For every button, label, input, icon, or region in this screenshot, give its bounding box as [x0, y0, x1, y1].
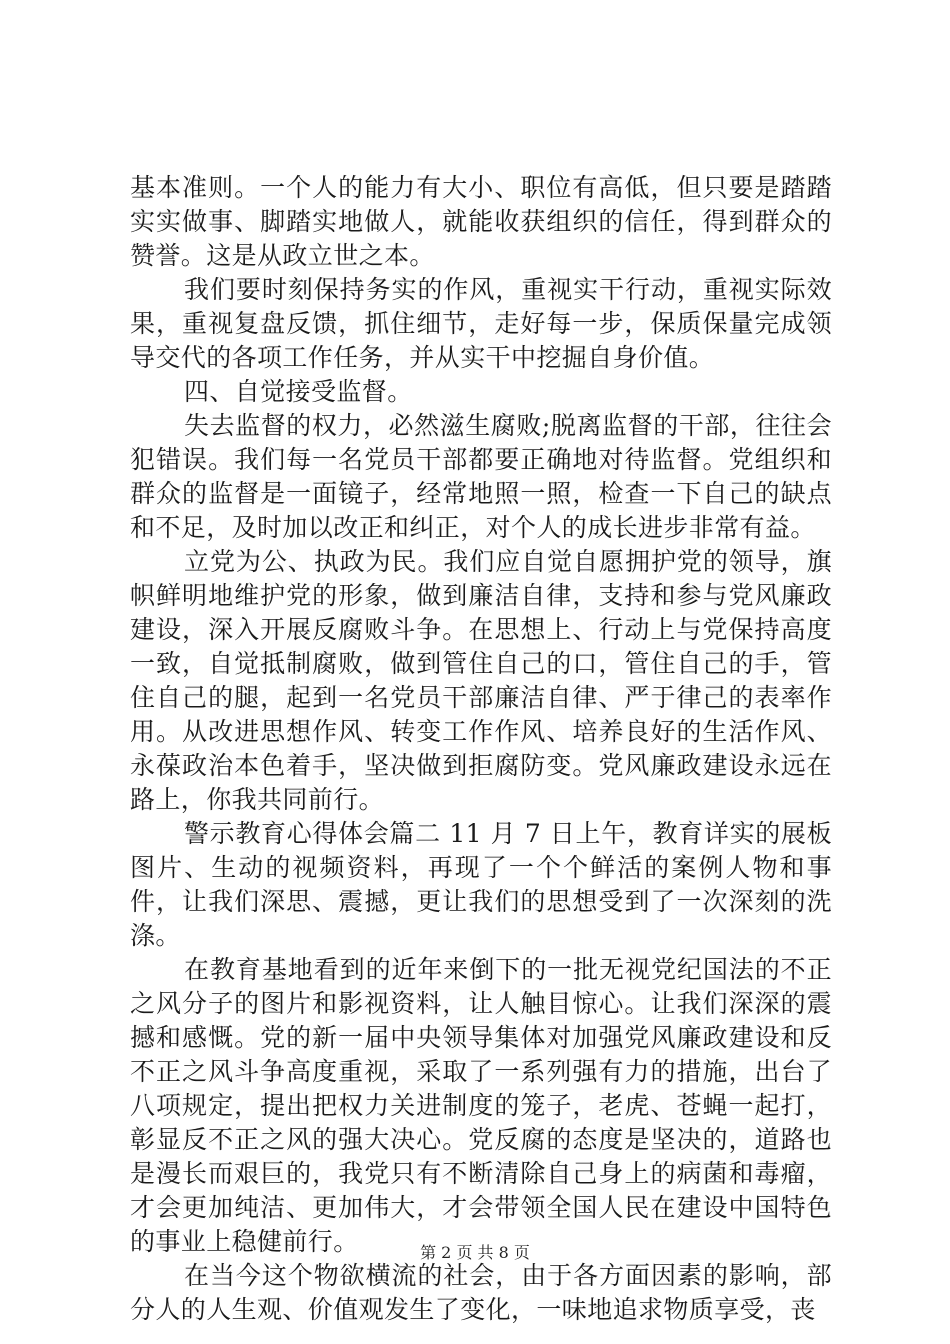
paragraph: 基本准则。一个人的能力有大小、职位有高低，但只要是踏踏实实做事、脚踏实地做人，就能收获组织的信任，得到群众的赞誉。这是从政立世之本。: [130, 173, 832, 270]
document-body: [130, 171, 832, 1327]
paragraph: 我们要时刻保持务实的作风，重视实干行动，重视实际效果，重视复盘反馈，抓住细节，走好每一步，保质保量完成领导交代的各项工作任务，并从实干中挖掘自身价值。: [130, 275, 832, 372]
paragraph: 在教育基地看到的近年来倒下的一批无视党纪国法的不正之风分子的图片和影视资料，让人触目惊心。让我们深深的震撼和感慨。党的新一届中央领导集体对加强党风廉政建设和反不正之风斗争高度重视，采取了一系列强有力的措施，出台了八项规定，提出把权力关进制度的笼子，老虎、苍蝇一起打，彰显反不正之风的强大决心。党反腐的态度是坚决的，道路也是漫长而艰巨的，我党只有不断清除自己身上的病菌和毒瘤，才会更加纯洁、更加伟大，才会带领全国人民在建设中国特色的事业上稳健前行。: [130, 955, 832, 1256]
paragraph: 警示教育心得体会篇二 11 月 7 日上午，教育详实的展板图片、生动的视频资料，再现了一个个鲜活的案例人物和事件，让我们深思、震撼，更让我们的思想受到了一次深刻的洗涤。: [130, 819, 832, 950]
paragraph: 失去监督的权力，必然滋生腐败;脱离监督的干部，往往会犯错误。我们每一名党员干部都要正确地对待监督。党组织和群众的监督是一面镜子，经常地照一照，检查一下自己的缺点和不足，及时加以改正和纠正，对个人的成长进步非常有益。: [130, 411, 832, 542]
paragraph: 在当今这个物欲横流的社会，由于各方面因素的影响，部分人的人生观、价值观发生了变化，一味地追求物质享受，丧: [130, 1261, 832, 1324]
paragraph: 立党为公、执政为民。我们应自觉自愿拥护党的领导，旗帜鲜明地维护党的形象，做到廉洁自律，支持和参与党风廉政建设，深入开展反腐败斗争。在思想上、行动上与党保持高度一致，自觉抵制腐败，做到管住自己的口，管住自己的手，管住自己的腿，起到一名党员干部廉洁自律、严于律己的表率作用。从改进思想作风、转变工作作风、培养良好的生活作风、永葆政治本色着手，坚决做到拒腐防变。党风廉政建设永远在路上，你我共同前行。: [130, 547, 832, 814]
page-number: 第 2 页 共 8 页: [420, 1243, 530, 1262]
section-heading: 四、自觉接受监督。: [184, 377, 413, 406]
page-footer: [0, 1243, 950, 1263]
